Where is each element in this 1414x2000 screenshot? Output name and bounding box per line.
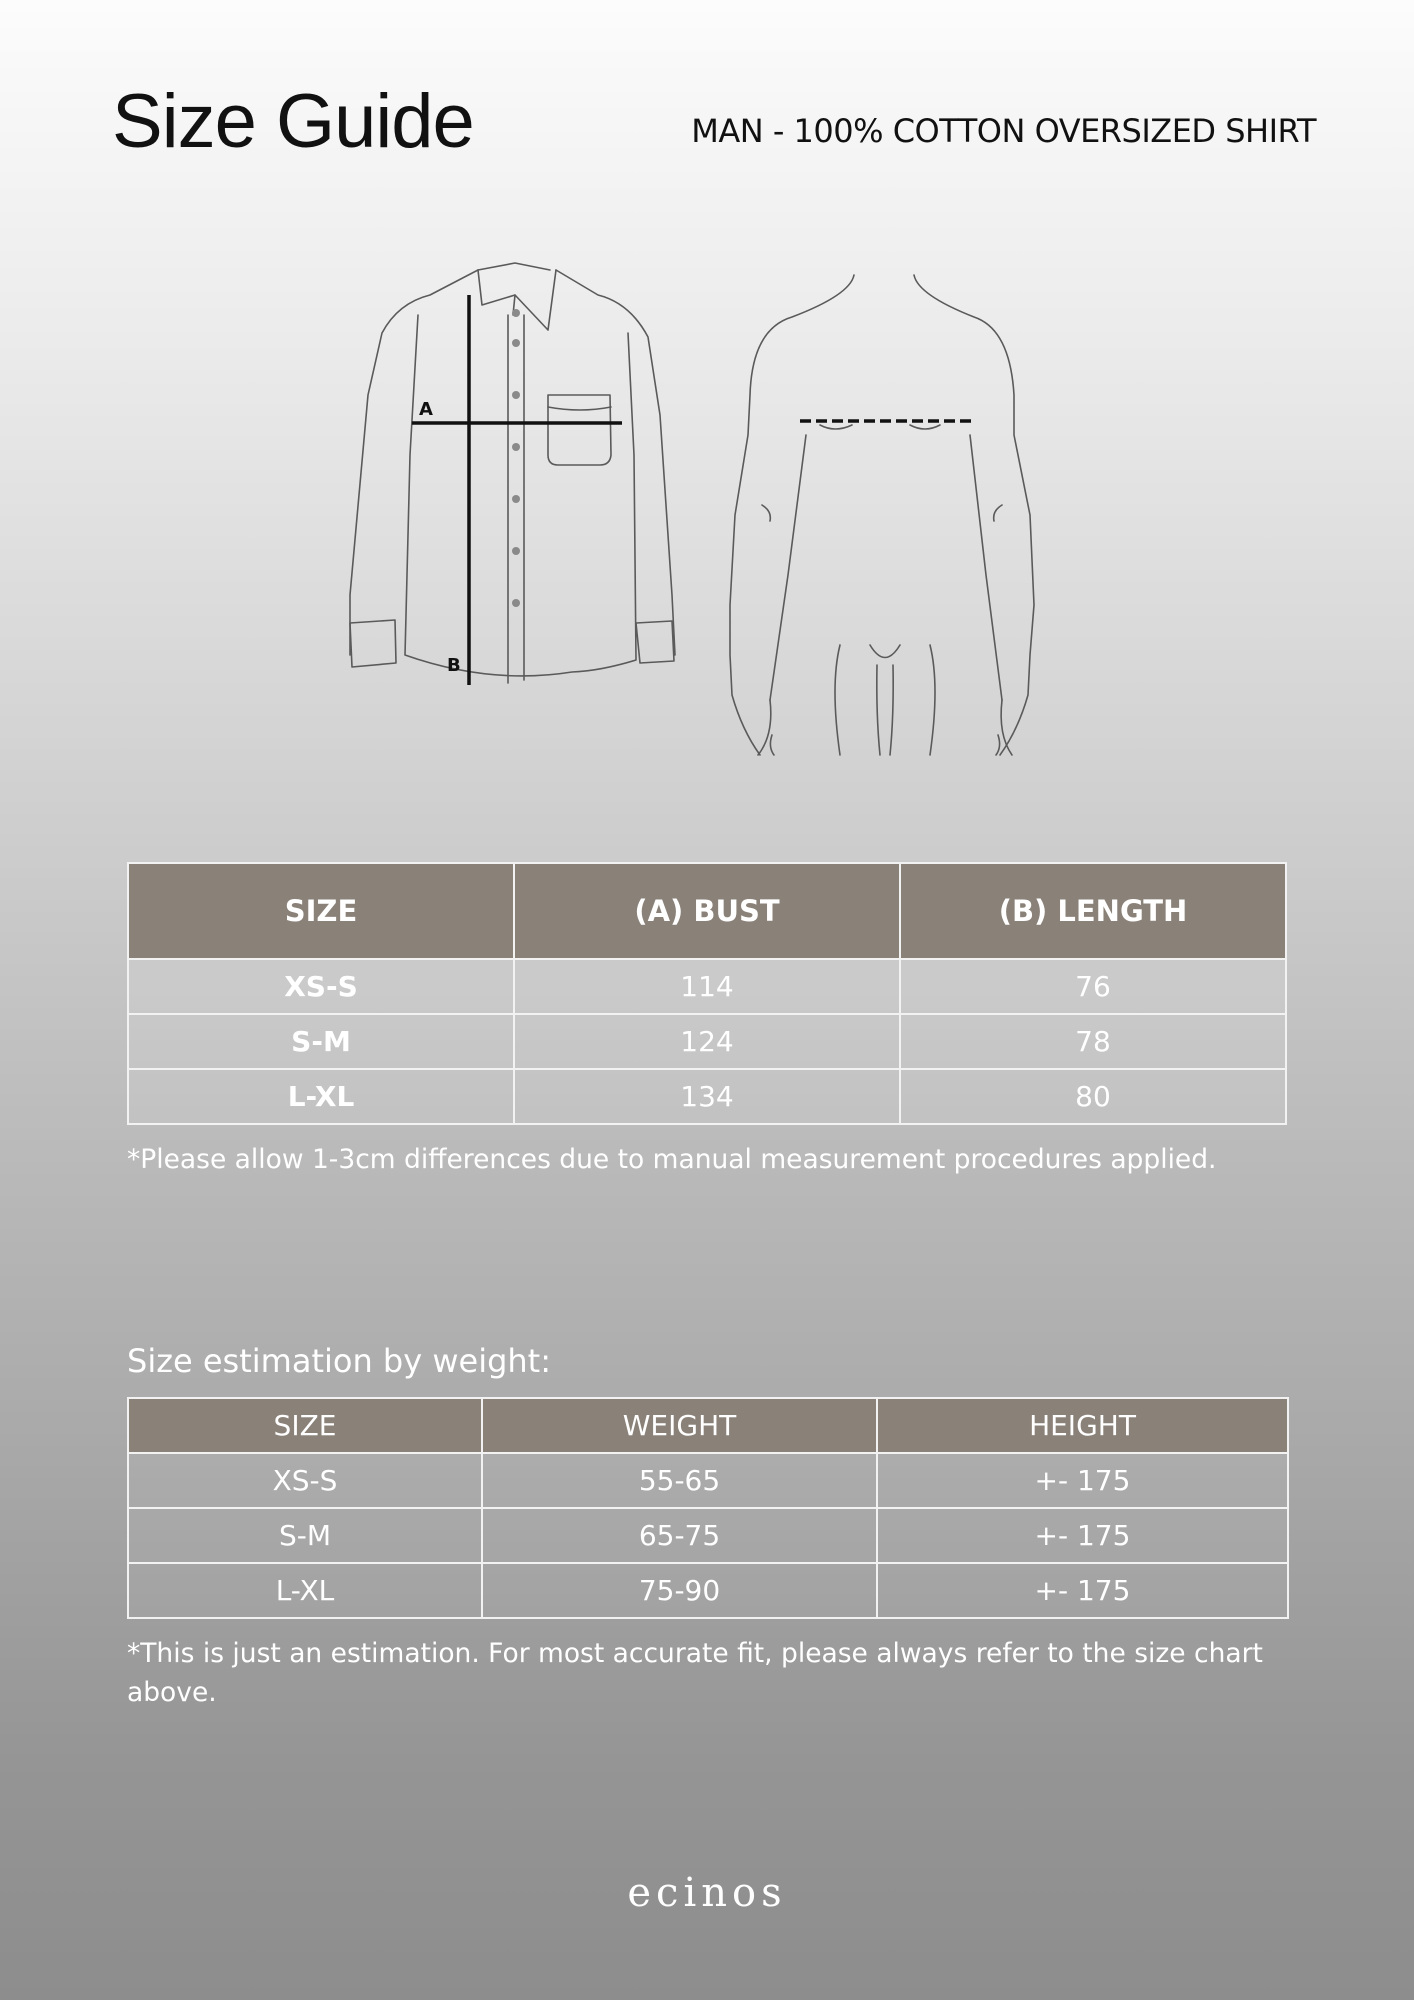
body-drawing (730, 275, 1034, 755)
size-chart-table (127, 862, 1287, 1125)
column-header: SIZE (128, 1398, 482, 1453)
product-subtitle: MAN - 100% COTTON OVERSIZED SHIRT (691, 112, 1316, 150)
table-cell: 134 (514, 1069, 900, 1124)
weight-section-heading: Size estimation by weight: (127, 1342, 551, 1380)
table-cell: L-XL (128, 1563, 482, 1618)
table-row (128, 1508, 1288, 1563)
table-row (128, 1069, 1286, 1124)
table-cell: 124 (514, 1014, 900, 1069)
table-cell: 75-90 (482, 1563, 877, 1618)
table-cell: +- 175 (877, 1563, 1288, 1618)
label-b: B (447, 655, 461, 676)
table-header-row (128, 863, 1286, 959)
table-row (128, 1014, 1286, 1069)
label-a: A (419, 399, 433, 420)
estimation-note: *This is just an estimation. For most accurate fit, please always refer to the size chart above. (127, 1638, 1263, 1708)
table-header-row (128, 1398, 1288, 1453)
table-cell: 80 (900, 1069, 1286, 1124)
table-cell: 65-75 (482, 1508, 877, 1563)
shirt-buttons (512, 309, 520, 607)
table-cell: +- 175 (877, 1508, 1288, 1563)
brand-logo: ecinos (627, 1870, 787, 1916)
weight-estimation-table (127, 1397, 1289, 1619)
table-row (128, 1453, 1288, 1508)
column-header: WEIGHT (482, 1398, 877, 1453)
column-header: (A) BUST (514, 863, 900, 959)
column-header: HEIGHT (877, 1398, 1288, 1453)
table-cell: S-M (128, 1508, 482, 1563)
shirt-drawing (350, 263, 675, 683)
table-row (128, 1563, 1288, 1618)
table-cell: L-XL (128, 1069, 514, 1124)
column-header: SIZE (128, 863, 514, 959)
measurement-note: *Please allow 1-3cm differences due to manual measurement procedures applied. (127, 1144, 1217, 1175)
table-row (128, 959, 1286, 1014)
page-title: Size Guide (112, 79, 474, 164)
table-cell: XS-S (128, 959, 514, 1014)
table-cell: 78 (900, 1014, 1286, 1069)
table-cell: XS-S (128, 1453, 482, 1508)
table-cell: S-M (128, 1014, 514, 1069)
table-cell: 55-65 (482, 1453, 877, 1508)
table-cell: 76 (900, 959, 1286, 1014)
measure-lines (412, 295, 622, 685)
column-header: (B) LENGTH (900, 863, 1286, 959)
measurement-illustration (330, 255, 1090, 775)
table-cell: +- 175 (877, 1453, 1288, 1508)
table-cell: 114 (514, 959, 900, 1014)
